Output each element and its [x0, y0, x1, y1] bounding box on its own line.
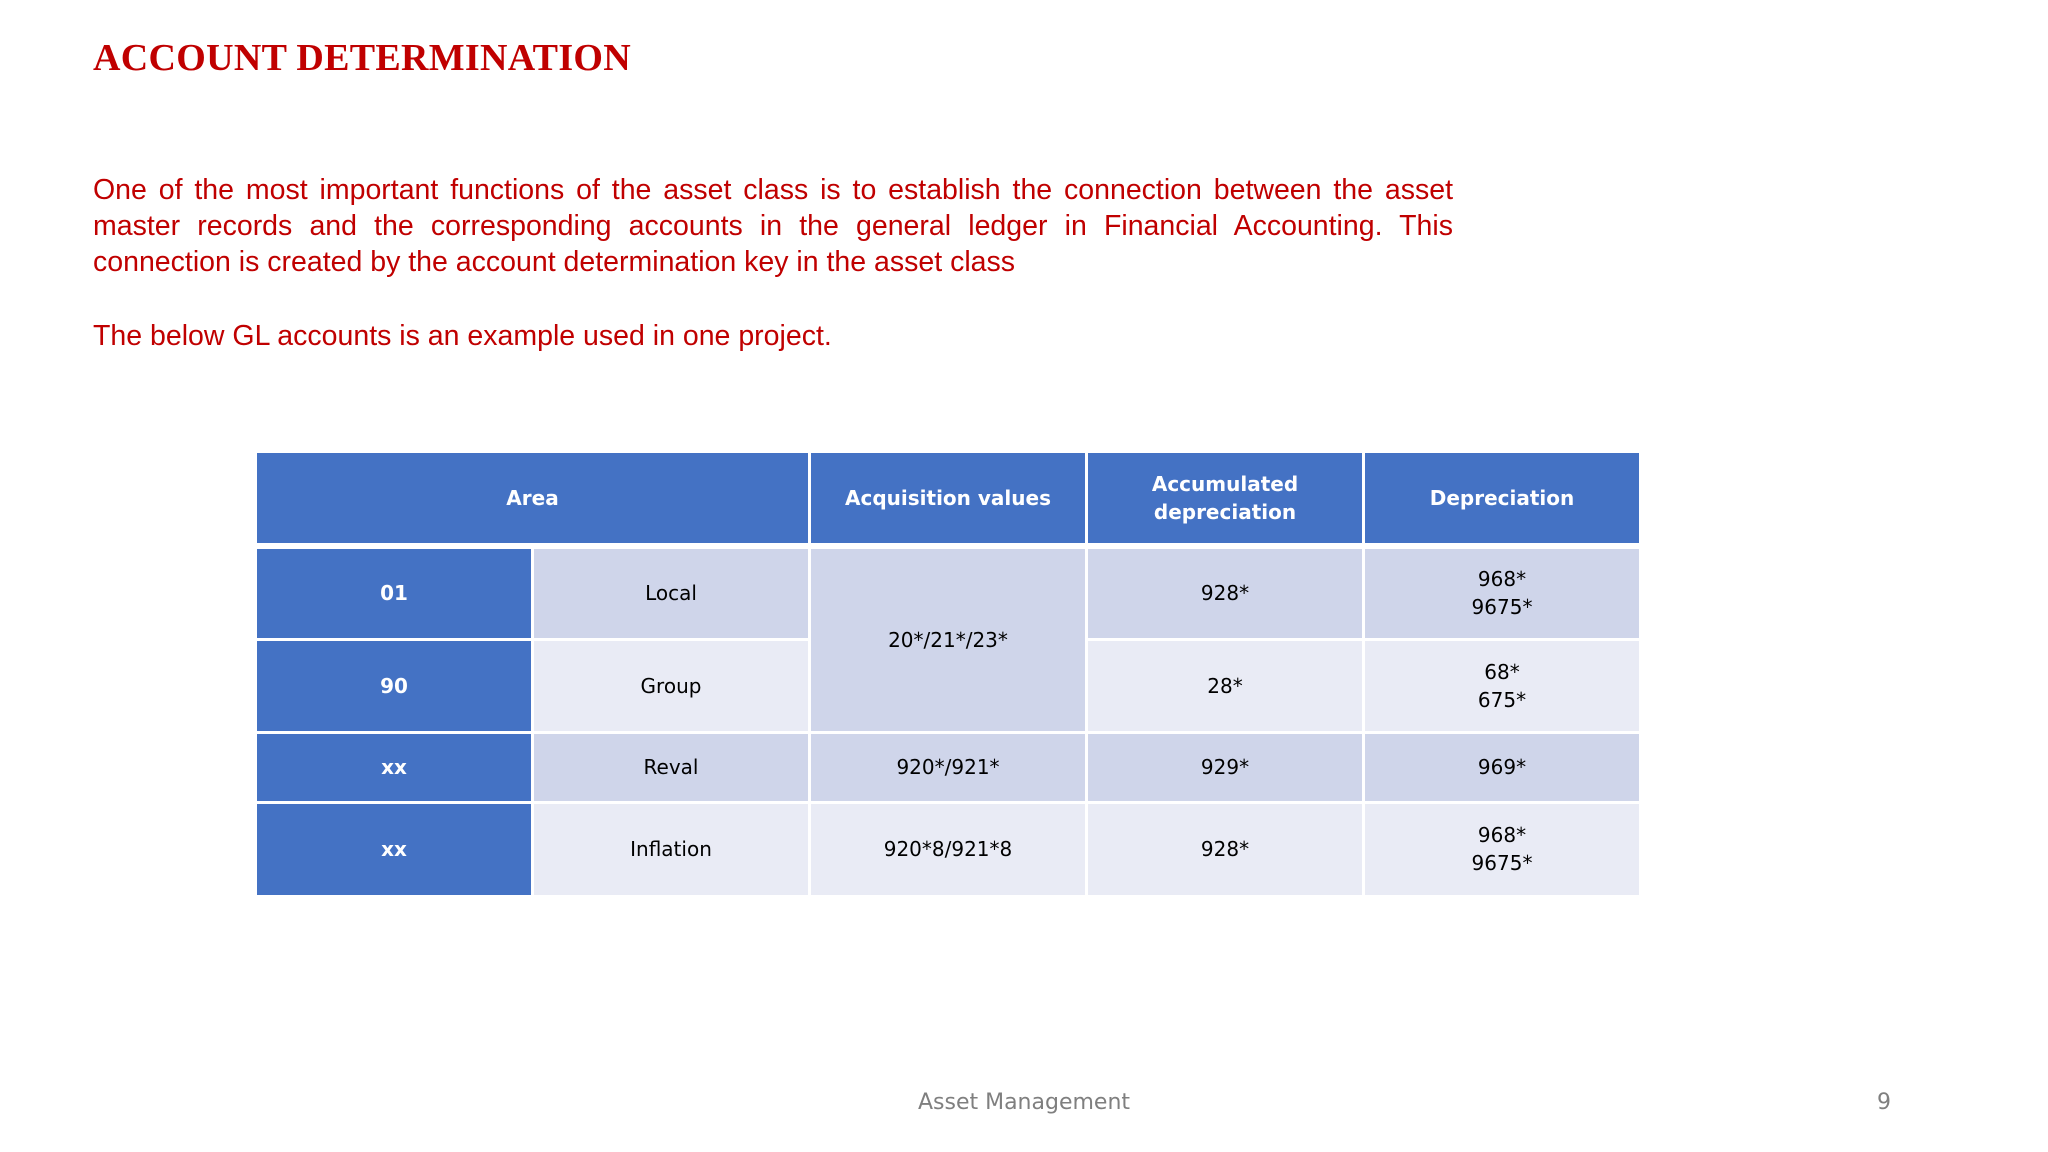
- header-area: Area: [256, 452, 810, 547]
- area-name-cell: Group: [533, 639, 810, 732]
- area-name-cell: Reval: [533, 732, 810, 802]
- page-number: 9: [1877, 1090, 1891, 1115]
- depreciation-line: 968*: [1477, 823, 1527, 847]
- area-code-cell: xx: [256, 802, 533, 896]
- table-header-row: [256, 452, 1641, 547]
- acquisition-cell: 920*8/921*8: [810, 802, 1087, 896]
- area-code-cell: xx: [256, 732, 533, 802]
- depreciation-line: 968*: [1477, 567, 1527, 592]
- accumulated-cell: 928*: [1087, 546, 1364, 639]
- depreciation-line: 969*: [1477, 755, 1527, 779]
- area-code-cell: 01: [256, 546, 533, 639]
- depreciation-line: 9675*: [1471, 595, 1533, 620]
- acquisition-cell: 920*/921*: [810, 732, 1087, 802]
- depreciation-cell: [1364, 546, 1641, 639]
- depreciation-line: 675*: [1477, 687, 1527, 712]
- accumulated-cell: 28*: [1087, 639, 1364, 732]
- gl-accounts-table: [254, 450, 1642, 898]
- accumulated-cell: 929*: [1087, 732, 1364, 802]
- intro-paragraph: One of the most important functions of the asset class is to establish the connection between the asset master records and the corresponding accounts in the general ledger in Financial Accounting. This connection is created by the account determination key in the asset class: [93, 174, 1453, 278]
- footer-label: Asset Management: [917, 1090, 1131, 1115]
- table-row: [256, 802, 1641, 896]
- slide-title: ACCOUNT DETERMINATION: [93, 37, 632, 79]
- depreciation-cell: [1364, 639, 1641, 732]
- depreciation-line: 68*: [1484, 659, 1520, 684]
- table-row: [256, 732, 1641, 802]
- area-name-cell: Inflation: [533, 802, 810, 896]
- depreciation-cell: [1364, 802, 1641, 896]
- depreciation-line: 9675*: [1471, 851, 1533, 875]
- example-note: The below GL accounts is an example used in one project.: [93, 320, 832, 352]
- area-name-cell: Local: [533, 546, 810, 639]
- header-depreciation: Depreciation: [1364, 452, 1641, 547]
- table-row: [256, 546, 1641, 639]
- depreciation-cell: [1364, 732, 1641, 802]
- header-accumulated-depreciation: Accumulated depreciation: [1087, 452, 1364, 547]
- area-code-cell: 90: [256, 639, 533, 732]
- header-acquisition-values: Acquisition values: [810, 452, 1087, 547]
- accumulated-cell: 928*: [1087, 802, 1364, 896]
- acquisition-cell: 20*/21*/23*: [810, 546, 1087, 732]
